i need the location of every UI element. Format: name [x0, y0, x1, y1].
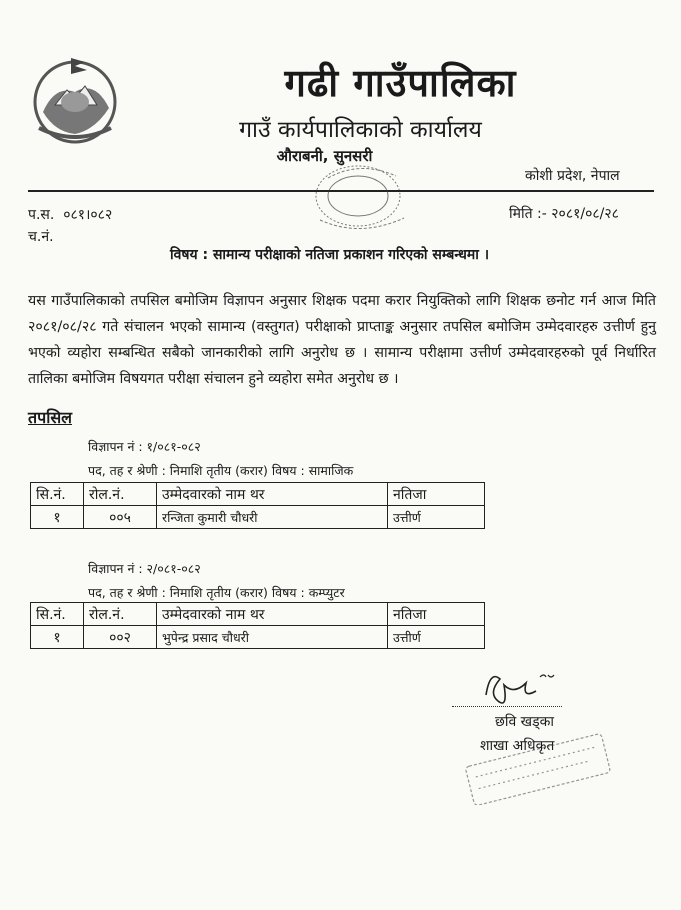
cell-result: उत्तीर्ण [388, 626, 485, 649]
cell-name: रन्जिता कुमारी चौधरी [157, 506, 388, 529]
col-name-header: उम्मेदवारको नाम थर [157, 483, 388, 506]
post-info-2: पद, तह र श्रेणी : निमाशि तृतीय (करार) विषय : कम्प्युटर [88, 585, 345, 600]
cell-roll: ००५ [84, 506, 157, 529]
cell-name: भुपेन्द्र प्रसाद चौधरी [157, 626, 388, 649]
office-title: गाउँ कार्यपालिकाको कार्यालय [239, 117, 482, 143]
col-sn-header: सि.नं. [31, 483, 84, 506]
result-table-1 [30, 482, 485, 529]
signature-line [452, 706, 562, 707]
post-info-1: पद, तह र श्रेणी : निमाशि तृतीय (करार) विषय : सामाजिक [88, 463, 354, 478]
office-stamp [300, 160, 420, 240]
table-row [31, 506, 485, 529]
municipality-title: गढी गाउँपालिका [284, 61, 517, 105]
details-heading: तपसिल [28, 408, 73, 427]
ps-label: प.स. [28, 207, 55, 223]
cell-result: उत्तीर्ण [388, 506, 485, 529]
date-label: मिति :- [509, 206, 547, 222]
advertisement-number-2: विज्ञापन नं : २/०८१-०८२ [88, 561, 201, 576]
col-sn-header: सि.नं. [31, 603, 84, 626]
province-label: कोशी प्रदेश, नेपाल [525, 168, 620, 184]
cell-sn: १ [31, 506, 84, 529]
signature [478, 665, 558, 715]
col-roll-header: रोल.नं. [84, 483, 157, 506]
col-result-header: नतिजा [388, 603, 485, 626]
officer-stamp [455, 710, 615, 805]
col-name-header: उम्मेदवारको नाम थर [157, 603, 388, 626]
cell-roll: ००२ [84, 626, 157, 649]
table-header-row [31, 483, 485, 506]
office-location: औराबनी, सुनसरी [276, 147, 373, 165]
table-row [31, 626, 485, 649]
table-header-row [31, 603, 485, 626]
signatory-title: शाखा अधिकृत [480, 738, 555, 754]
reference-block [28, 204, 112, 248]
body-paragraph: यस गाउँपालिकाको तपसिल बमोजिम विज्ञापन अनुसार शिक्षक पदमा करार नियुक्तिको लागि शिक्षक छनोट गर्न आज मिति २०८१/०८/२८ गते संचालन भएको सामान्य (वस्तुगत) परीक्षाको प्राप्ताङ्क अनुसार तपसिल बमोजिम उम्मेदवारहरु उत्तीर्ण हुनु भएको व्यहोरा सम्बन्धित सबैको जानकारीको लागि अनुरोध छ । सामान्य परीक्षामा उत्तीर्ण उम्मेदवारहरुको पूर्व निर्धारित तालिका बमोजिम विषयगत परीक्षा संचालन हुने व्यहोरा समेत अनुरोध छ । [28, 293, 656, 387]
result-table-2 [30, 602, 485, 649]
date-block [509, 204, 619, 223]
col-result-header: नतिजा [388, 483, 485, 506]
date-value: २०८१/०८/२८ [551, 206, 619, 222]
col-roll-header: रोल.नं. [84, 603, 157, 626]
cell-sn: १ [31, 626, 84, 649]
subject-line: विषय : सामान्य परीक्षाको नतिजा प्रकाशन गरिएको सम्बन्धमा । [170, 247, 490, 263]
advertisement-number-1: विज्ञापन नं : १/०८१-०८२ [88, 439, 201, 454]
signatory-name: छवि खड्का [495, 714, 554, 730]
cn-label: च.नं. [28, 229, 54, 245]
ps-value: ०८१।०८२ [63, 207, 113, 223]
